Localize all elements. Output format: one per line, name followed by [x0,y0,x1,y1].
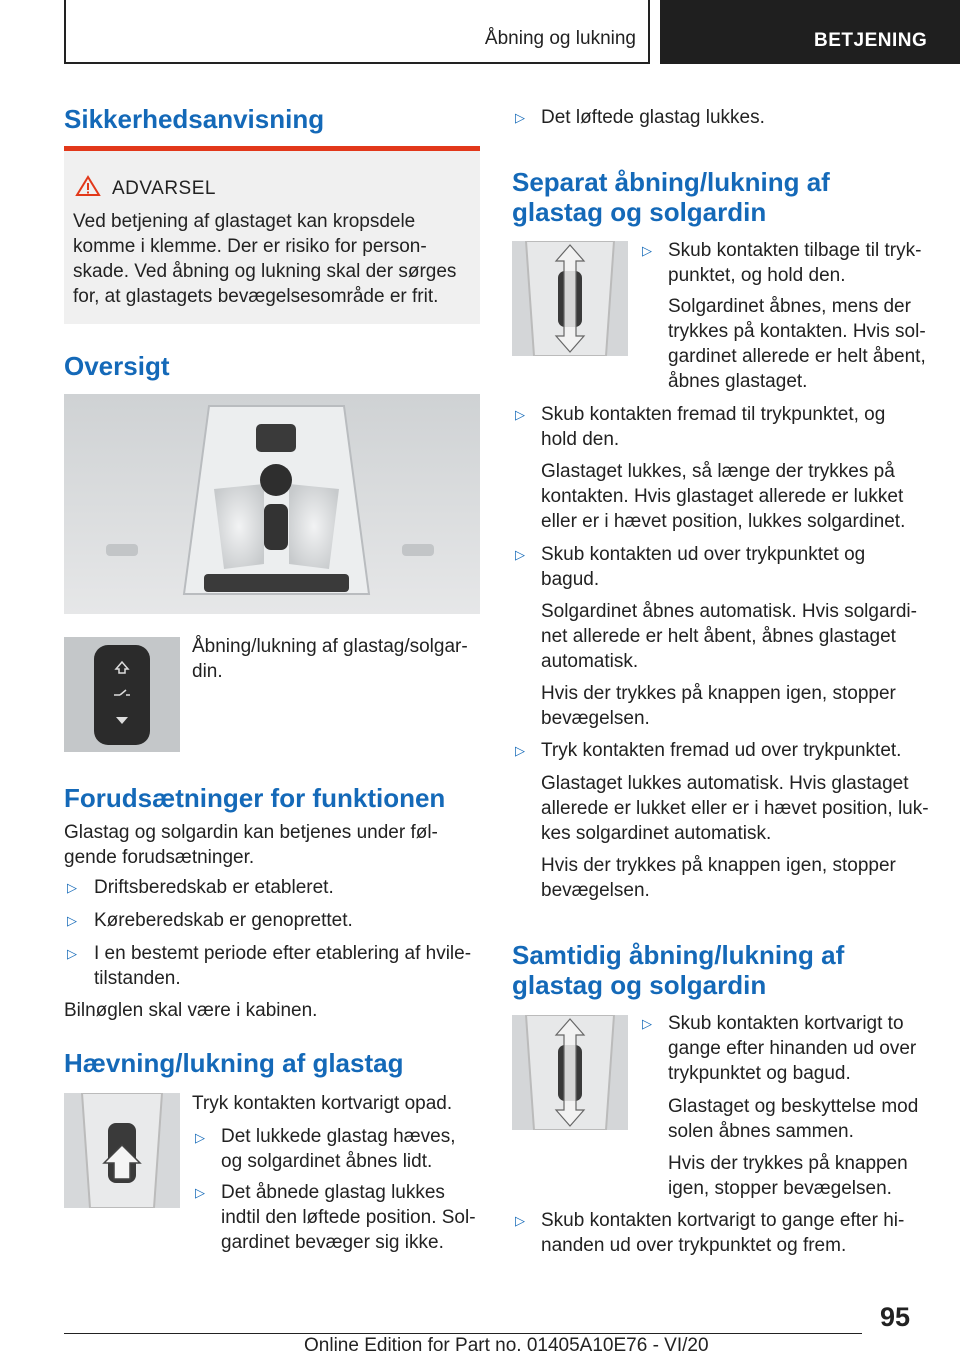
bullet-triangle-icon: ▷ [67,913,77,928]
heading-overview: Oversigt [64,351,170,381]
list-item: Driftsberedskab er etableret. [94,877,334,898]
warning-triangle-icon [75,175,101,197]
list-item-detail: Hvis der trykkes på knappen igen, stopper bevægelsen. [668,1153,908,1199]
list-item: Skub kontakten kortvarigt to gange efter hinanden ud over trykpunktet og bagud. [668,1013,917,1084]
bullet-triangle-icon: ▷ [195,1130,205,1145]
bullet-triangle-icon: ▷ [515,547,525,562]
list-item-detail: Glastaget lukkes, så længe der trykkes på kontakten. Hvis glastaget allerede er lukket eller er i hævet position, lukkes solgardinet. [541,461,906,532]
list-item: Det lukkede glastag hæves, og solgardinet åbnes lidt. [221,1126,456,1172]
header-section: Åbning og lukning [484,28,636,49]
switch-caption: Åbning/lukning af glastag/solgar- din. [192,636,468,682]
bullet-triangle-icon: ▷ [67,880,77,895]
switch-image [64,637,180,752]
bullet-triangle-icon: ▷ [515,407,525,422]
warning-text: Ved betjening af glastaget kan kropsdele komme i klemme. Der er risiko for person- skade. Ved åbning og lukning skal der sørges for, at glastagets bevægelsesområde er frit. [73,211,457,307]
warning-label: ADVARSEL [112,178,216,199]
list-item-detail: Hvis der trykkes på knappen igen, stopper bevægelsen. [541,683,896,729]
heading-raise-close: Hævning/lukning af glastag [64,1048,404,1078]
prerequisites-intro: Glastag og solgardin kan betjenes under føl- gende forudsætninger. [64,822,438,868]
list-item-detail: Solgardinet åbnes, mens der trykkes på kontakten. Hvis sol- gardinet allerede er helt åbent, åbnes glastaget. [668,296,926,392]
footer-divider [64,1333,862,1334]
simultaneous-switch-image [512,1015,628,1130]
header-chapter: BETJENING [814,30,928,51]
bullet-triangle-icon: ▷ [515,1213,525,1228]
separate-switch-image [512,241,628,356]
header-chapter-box [660,0,960,64]
heading-separate: Separat åbning/lukning af glastag og solgardin [512,167,830,227]
list-item: Køreberedskab er genoprettet. [94,910,353,931]
bullet-triangle-icon: ▷ [195,1185,205,1200]
list-item: Tryk kontakten fremad ud over trykpunktet. [541,740,902,761]
key-note: Bilnøglen skal være i kabinen. [64,1000,318,1021]
bullet-triangle-icon: ▷ [515,110,525,125]
page-number: 95 [880,1302,911,1332]
heading-safety: Sikkerhedsanvisning [64,104,325,134]
list-item: Skub kontakten fremad til trykpunktet, og hold den. [541,404,886,450]
raise-switch-image [64,1093,180,1208]
bullet-triangle-icon: ▷ [642,1016,652,1031]
bullet-triangle-icon: ▷ [67,946,77,961]
footer-edition: Online Edition for Part no. 01405A10E76 - VI/20 [304,1335,709,1356]
overhead-console-image [64,394,480,614]
list-item: Det åbnede glastag lukkes indtil den løftede position. Sol- gardinet bevæger sig ikke. [221,1182,476,1253]
list-item: I en bestemt periode efter etablering af hvile- tilstanden. [94,943,472,989]
list-item-detail: Solgardinet åbnes automatisk. Hvis solgardi- net allerede er helt åbent, åbnes glastaget automatisk. [541,601,917,672]
heading-prerequisites: Forudsætninger for funktionen [64,783,446,813]
list-item: Det løftede glastag lukkes. [541,107,765,128]
bullet-triangle-icon: ▷ [642,243,652,258]
warning-box [64,146,480,324]
list-item-detail: Hvis der trykkes på knappen igen, stopper bevægelsen. [541,855,896,901]
list-item: Skub kontakten tilbage til tryk- punktet, og hold den. [668,240,922,286]
heading-simultaneous: Samtidig åbning/lukning af glastag og solgardin [512,940,845,1000]
bullet-triangle-icon: ▷ [515,743,525,758]
header-section-box [64,0,650,64]
list-item-detail: Glastaget lukkes automatisk. Hvis glastaget allerede er lukket eller er i hævet position, luk- kes solgardinet automatisk. [541,773,929,844]
list-item: Skub kontakten kortvarigt to gange efter hi- nanden ud over trykpunktet og frem. [541,1210,905,1256]
raise-intro: Tryk kontakten kortvarigt opad. [192,1093,453,1114]
list-item: Skub kontakten ud over trykpunktet og bagud. [541,544,866,590]
list-item-detail: Glastaget og beskyttelse mod solen åbnes sammen. [668,1096,919,1142]
